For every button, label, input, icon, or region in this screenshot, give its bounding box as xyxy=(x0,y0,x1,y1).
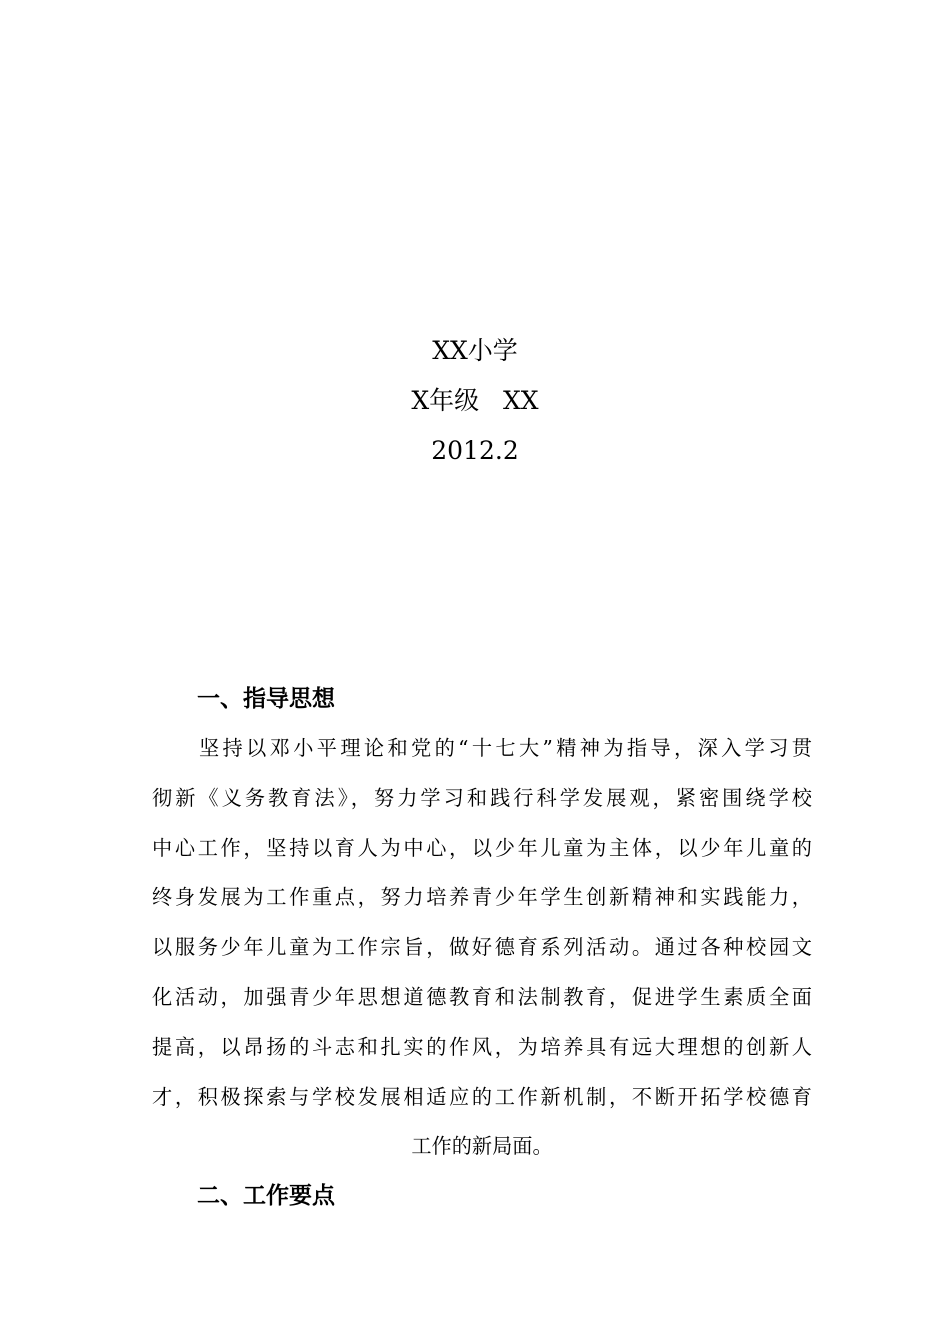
grade-author: X年级 XX xyxy=(411,386,539,415)
section-heading-guiding-thought: 一、指导思想 xyxy=(197,685,335,712)
paragraph-line: 工作的新局面。 xyxy=(411,1134,553,1159)
document-date: 2012.2 xyxy=(431,436,519,465)
paragraph-line: 彻新《义务教育法》，努力学习和践行科学发展观，紧密围绕学校 xyxy=(152,785,812,810)
paragraph-line: 化活动，加强青少年思想道德教育和法制教育，促进学生素质全面 xyxy=(152,984,812,1009)
paragraph-line: 以服务少年儿童为工作宗旨，做好德育系列活动。通过各种校园文 xyxy=(152,935,812,960)
paragraph-line: 中心工作，坚持以育人为中心，以少年儿童为主体，以少年儿童的 xyxy=(152,835,812,860)
paragraph-line: 坚持以邓小平理论和党的“十七大”精神为指导，深入学习贯 xyxy=(199,736,812,760)
paragraph-line: 终身发展为工作重点，努力培养青少年学生创新精神和实践能力， xyxy=(152,885,812,910)
school-name: XX小学 xyxy=(432,336,518,365)
cover-title-block xyxy=(0,326,950,476)
paragraph-line: 提高，以昂扬的斗志和扎实的作风，为培养具有远大理想的创新人 xyxy=(152,1034,812,1059)
paragraph-line: 才，积极探索与学校发展相适应的工作新机制，不断开拓学校德育 xyxy=(152,1084,812,1109)
guiding-thought-paragraph xyxy=(152,724,812,1172)
section-heading-work-points: 二、工作要点 xyxy=(197,1182,335,1209)
